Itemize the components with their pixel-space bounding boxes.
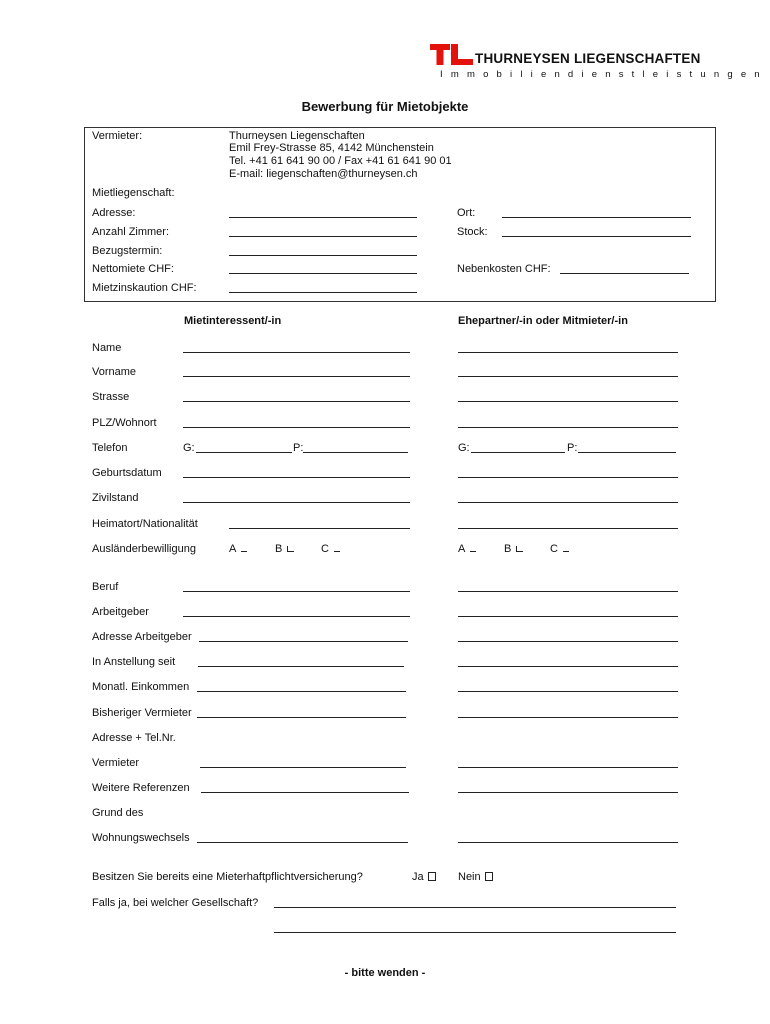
partner-column-heading: Ehepartner/-in oder Mitmieter/-in	[458, 315, 628, 327]
partner-zip-city-field[interactable]	[458, 427, 678, 428]
partner-permit-a-option[interactable]	[458, 543, 476, 555]
permit-c-label: C	[550, 543, 558, 555]
permit-b-option[interactable]	[275, 543, 294, 555]
applicant-phone-business-field[interactable]	[196, 452, 292, 453]
floor-label: Stock:	[457, 226, 488, 238]
brand-name: THURNEYSEN LIEGENSCHAFTEN	[475, 51, 701, 66]
city-field[interactable]	[502, 217, 691, 218]
applicant-references-field[interactable]	[201, 792, 409, 793]
applicant-employed-since-field[interactable]	[198, 666, 404, 667]
page-footer: - bitte wenden -	[344, 967, 426, 979]
partner-landlord-contact-field[interactable]	[458, 767, 678, 768]
landlord-line: E-mail: liegenschaften@thurneysen.ch	[229, 168, 418, 180]
move-in-field[interactable]	[229, 255, 417, 256]
applicant-employer-field[interactable]	[183, 616, 410, 617]
permit-a-label: A	[458, 543, 466, 555]
applicant-first-name-field[interactable]	[183, 376, 410, 377]
applicant-birth-date-field[interactable]	[183, 477, 410, 478]
insurance-no-label: Nein	[458, 871, 481, 883]
applicant-street-field[interactable]	[183, 401, 410, 402]
permit-c-label: C	[321, 543, 329, 555]
permit-a-option[interactable]	[229, 543, 247, 555]
partner-first-name-field[interactable]	[458, 376, 678, 377]
address-field[interactable]	[229, 217, 417, 218]
landlord-label: Vermieter:	[92, 130, 143, 142]
checkbox-icon	[428, 872, 436, 881]
landlord-line: Thurneysen Liegenschaften	[229, 130, 365, 142]
insurance-no-option[interactable]	[458, 871, 493, 883]
permit-label: Ausländerbewilligung	[92, 543, 196, 555]
employed-since-label: In Anstellung seit	[92, 656, 176, 668]
landlord2-label: Vermieter	[92, 757, 140, 769]
birth-date-label: Geburtsdatum	[92, 467, 162, 479]
landlord-line: Tel. +41 61 641 90 00 / Fax +41 61 641 90 01	[229, 155, 452, 167]
applicant-profession-field[interactable]	[183, 591, 410, 592]
insurance-yes-option[interactable]	[412, 871, 436, 883]
partner-origin-field[interactable]	[458, 528, 678, 529]
phone-private-label: P:	[293, 442, 304, 454]
logo-tl-icon	[430, 44, 474, 66]
address-label: Adresse:	[92, 207, 136, 219]
street-label: Strasse	[92, 391, 130, 403]
phone-business-label: G:	[183, 442, 195, 454]
extra-costs-label: Nebenkosten CHF:	[457, 263, 551, 275]
city-label: Ort:	[457, 207, 476, 219]
prev-landlord-label: Bisheriger Vermieter	[92, 707, 192, 719]
civil-status-label: Zivilstand	[92, 492, 139, 504]
phone-business-label: G:	[458, 442, 470, 454]
net-rent-field[interactable]	[229, 273, 417, 274]
profession-label: Beruf	[92, 581, 119, 593]
employer-address-label: Adresse Arbeitgeber	[92, 631, 192, 643]
rooms-label: Anzahl Zimmer:	[92, 226, 170, 238]
landlord-line: Emil Frey-Strasse 85, 4142 Münchenstein	[229, 142, 434, 154]
brand-tagline: Immobiliendienstleistungen	[440, 69, 768, 80]
employer-label: Arbeitgeber	[92, 606, 149, 618]
deposit-field[interactable]	[229, 292, 417, 293]
partner-phone-private-field[interactable]	[578, 452, 676, 453]
move-in-label: Bezugstermin:	[92, 245, 163, 257]
net-rent-label: Nettomiete CHF:	[92, 263, 174, 275]
name-label: Name	[92, 342, 122, 354]
partner-street-field[interactable]	[458, 401, 678, 402]
partner-reason-field[interactable]	[458, 842, 678, 843]
floor-field[interactable]	[502, 236, 691, 237]
applicant-income-field[interactable]	[197, 691, 406, 692]
property-heading: Mietliegenschaft:	[92, 187, 175, 199]
insurance-company-field-2[interactable]	[274, 932, 676, 933]
partner-permit-c-option[interactable]	[550, 543, 569, 555]
applicant-zip-city-field[interactable]	[183, 427, 410, 428]
applicant-column-heading: Mietinteressent/-in	[184, 315, 282, 327]
income-label: Monatl. Einkommen	[92, 681, 190, 693]
partner-birth-date-field[interactable]	[458, 477, 678, 478]
reason-label-line1: Grund des	[92, 807, 144, 819]
applicant-name-field[interactable]	[183, 352, 410, 353]
zip-city-label: PLZ/Wohnort	[92, 417, 157, 429]
references-label: Weitere Referenzen	[92, 782, 190, 794]
phone-label: Telefon	[92, 442, 128, 454]
address-tel-label: Adresse + Tel.Nr.	[92, 732, 176, 744]
phone-private-label: P:	[567, 442, 578, 454]
applicant-phone-private-field[interactable]	[303, 452, 408, 453]
applicant-origin-field[interactable]	[229, 528, 410, 529]
permit-b-label: B	[275, 543, 283, 555]
deposit-label: Mietzinskaution CHF:	[92, 282, 197, 294]
applicant-reason-field[interactable]	[197, 842, 408, 843]
rooms-field[interactable]	[229, 236, 417, 237]
first-name-label: Vorname	[92, 366, 137, 378]
applicant-employer-address-field[interactable]	[199, 641, 408, 642]
partner-employed-since-field[interactable]	[458, 666, 678, 667]
partner-references-field[interactable]	[458, 792, 678, 793]
permit-c-option[interactable]	[321, 543, 340, 555]
origin-label: Heimatort/Nationalität	[92, 518, 198, 530]
partner-prev-landlord-field[interactable]	[458, 717, 678, 718]
permit-b-label: B	[504, 543, 512, 555]
extra-costs-field[interactable]	[560, 273, 689, 274]
permit-a-label: A	[229, 543, 237, 555]
page-title: Bewerbung für Mietobjekte	[301, 99, 469, 114]
insurance-company-field[interactable]	[274, 907, 676, 908]
checkbox-icon	[485, 872, 493, 881]
applicant-landlord-contact-field[interactable]	[200, 767, 406, 768]
reason-label-line2: Wohnungswechsels	[92, 832, 190, 844]
insurance-question: Besitzen Sie bereits eine Mieterhaftpflichtversicherung?	[92, 871, 363, 883]
partner-employer-field[interactable]	[458, 616, 678, 617]
company-logo	[430, 44, 474, 69]
partner-profession-field[interactable]	[458, 591, 678, 592]
partner-employer-address-field[interactable]	[458, 641, 678, 642]
applicant-prev-landlord-field[interactable]	[197, 717, 406, 718]
applicant-civil-status-field[interactable]	[183, 502, 410, 503]
partner-civil-status-field[interactable]	[458, 502, 678, 503]
insurance-yes-label: Ja	[412, 871, 424, 883]
insurance-company-label: Falls ja, bei welcher Gesellschaft?	[92, 897, 259, 909]
partner-permit-b-option[interactable]	[504, 543, 523, 555]
partner-phone-business-field[interactable]	[471, 452, 565, 453]
partner-income-field[interactable]	[458, 691, 678, 692]
partner-name-field[interactable]	[458, 352, 678, 353]
